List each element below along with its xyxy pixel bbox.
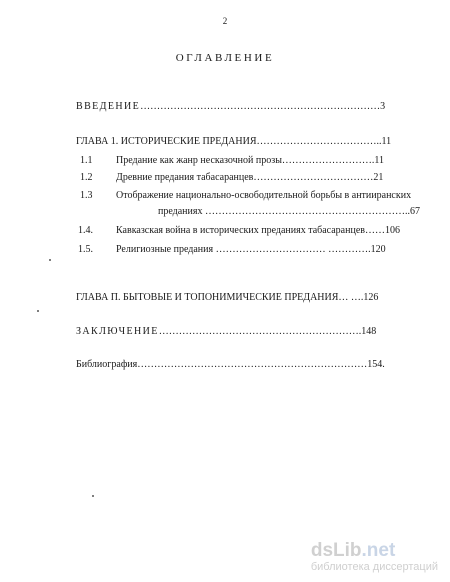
toc-section-title: Кавказская война в исторических преданиях табасаранцев……106 xyxy=(116,225,400,236)
toc-section-title: Древние предания табасаранцев………………………………21 xyxy=(116,172,384,183)
toc-chapter-1: ГЛАВА 1. ИСТОРИЧЕСКИЕ ПРЕДАНИЯ………………………………..11 xyxy=(76,136,392,147)
scan-speck xyxy=(92,495,94,497)
watermark-logo-main: dsLib xyxy=(310,540,362,561)
scan-speck xyxy=(37,310,39,312)
toc-bibliography: Библиография……………………………………………………………154. xyxy=(76,359,385,370)
toc-section-number: 1.5. xyxy=(78,244,93,255)
toc-conclusion-title: ЗАКЛЮЧЕНИЕ xyxy=(76,326,159,337)
toc-section-number: 1.3 xyxy=(80,190,93,201)
toc-intro-title: ВВЕДЕНИЕ xyxy=(76,101,141,112)
toc-section-title: Религиозные предания …………………………… ………….120 xyxy=(116,244,386,255)
toc-section-number: 1.1 xyxy=(80,155,93,166)
toc-section-number: 1.2 xyxy=(80,172,93,183)
watermark-logo-suffix: .net xyxy=(361,540,396,561)
toc-section-number: 1.4. xyxy=(78,225,93,236)
toc-intro-page: 3 xyxy=(380,101,386,112)
watermark-logo xyxy=(311,541,438,561)
scan-speck xyxy=(49,259,51,261)
watermark xyxy=(311,541,438,574)
toc-conclusion xyxy=(76,326,376,338)
toc-chapter-2: ГЛАВА П. БЫТОВЫЕ И ТОПОНИМИЧЕСКИЕ ПРЕДАНИЯ… ….126 xyxy=(76,292,379,303)
toc-conclusion-page: .148 xyxy=(358,326,377,337)
toc-heading: ОГЛАВЛЕНИЕ xyxy=(175,52,275,64)
toc-intro-dots: ……………………………………………………………… xyxy=(140,101,381,112)
toc-section-title: Отображение национально-освободительной борьбы в антииранских xyxy=(116,190,412,201)
toc-section-title: Предание как жанр несказочной прозы……………………….11 xyxy=(116,155,385,166)
watermark-tagline: библиотека диссертаций xyxy=(310,561,438,573)
toc-conclusion-dots: …………………………………………………… xyxy=(158,326,359,337)
page-number: 2 xyxy=(222,16,228,26)
toc-section-continuation: преданиях ……………………………………………………..67 xyxy=(158,206,420,217)
toc-intro xyxy=(76,101,385,113)
